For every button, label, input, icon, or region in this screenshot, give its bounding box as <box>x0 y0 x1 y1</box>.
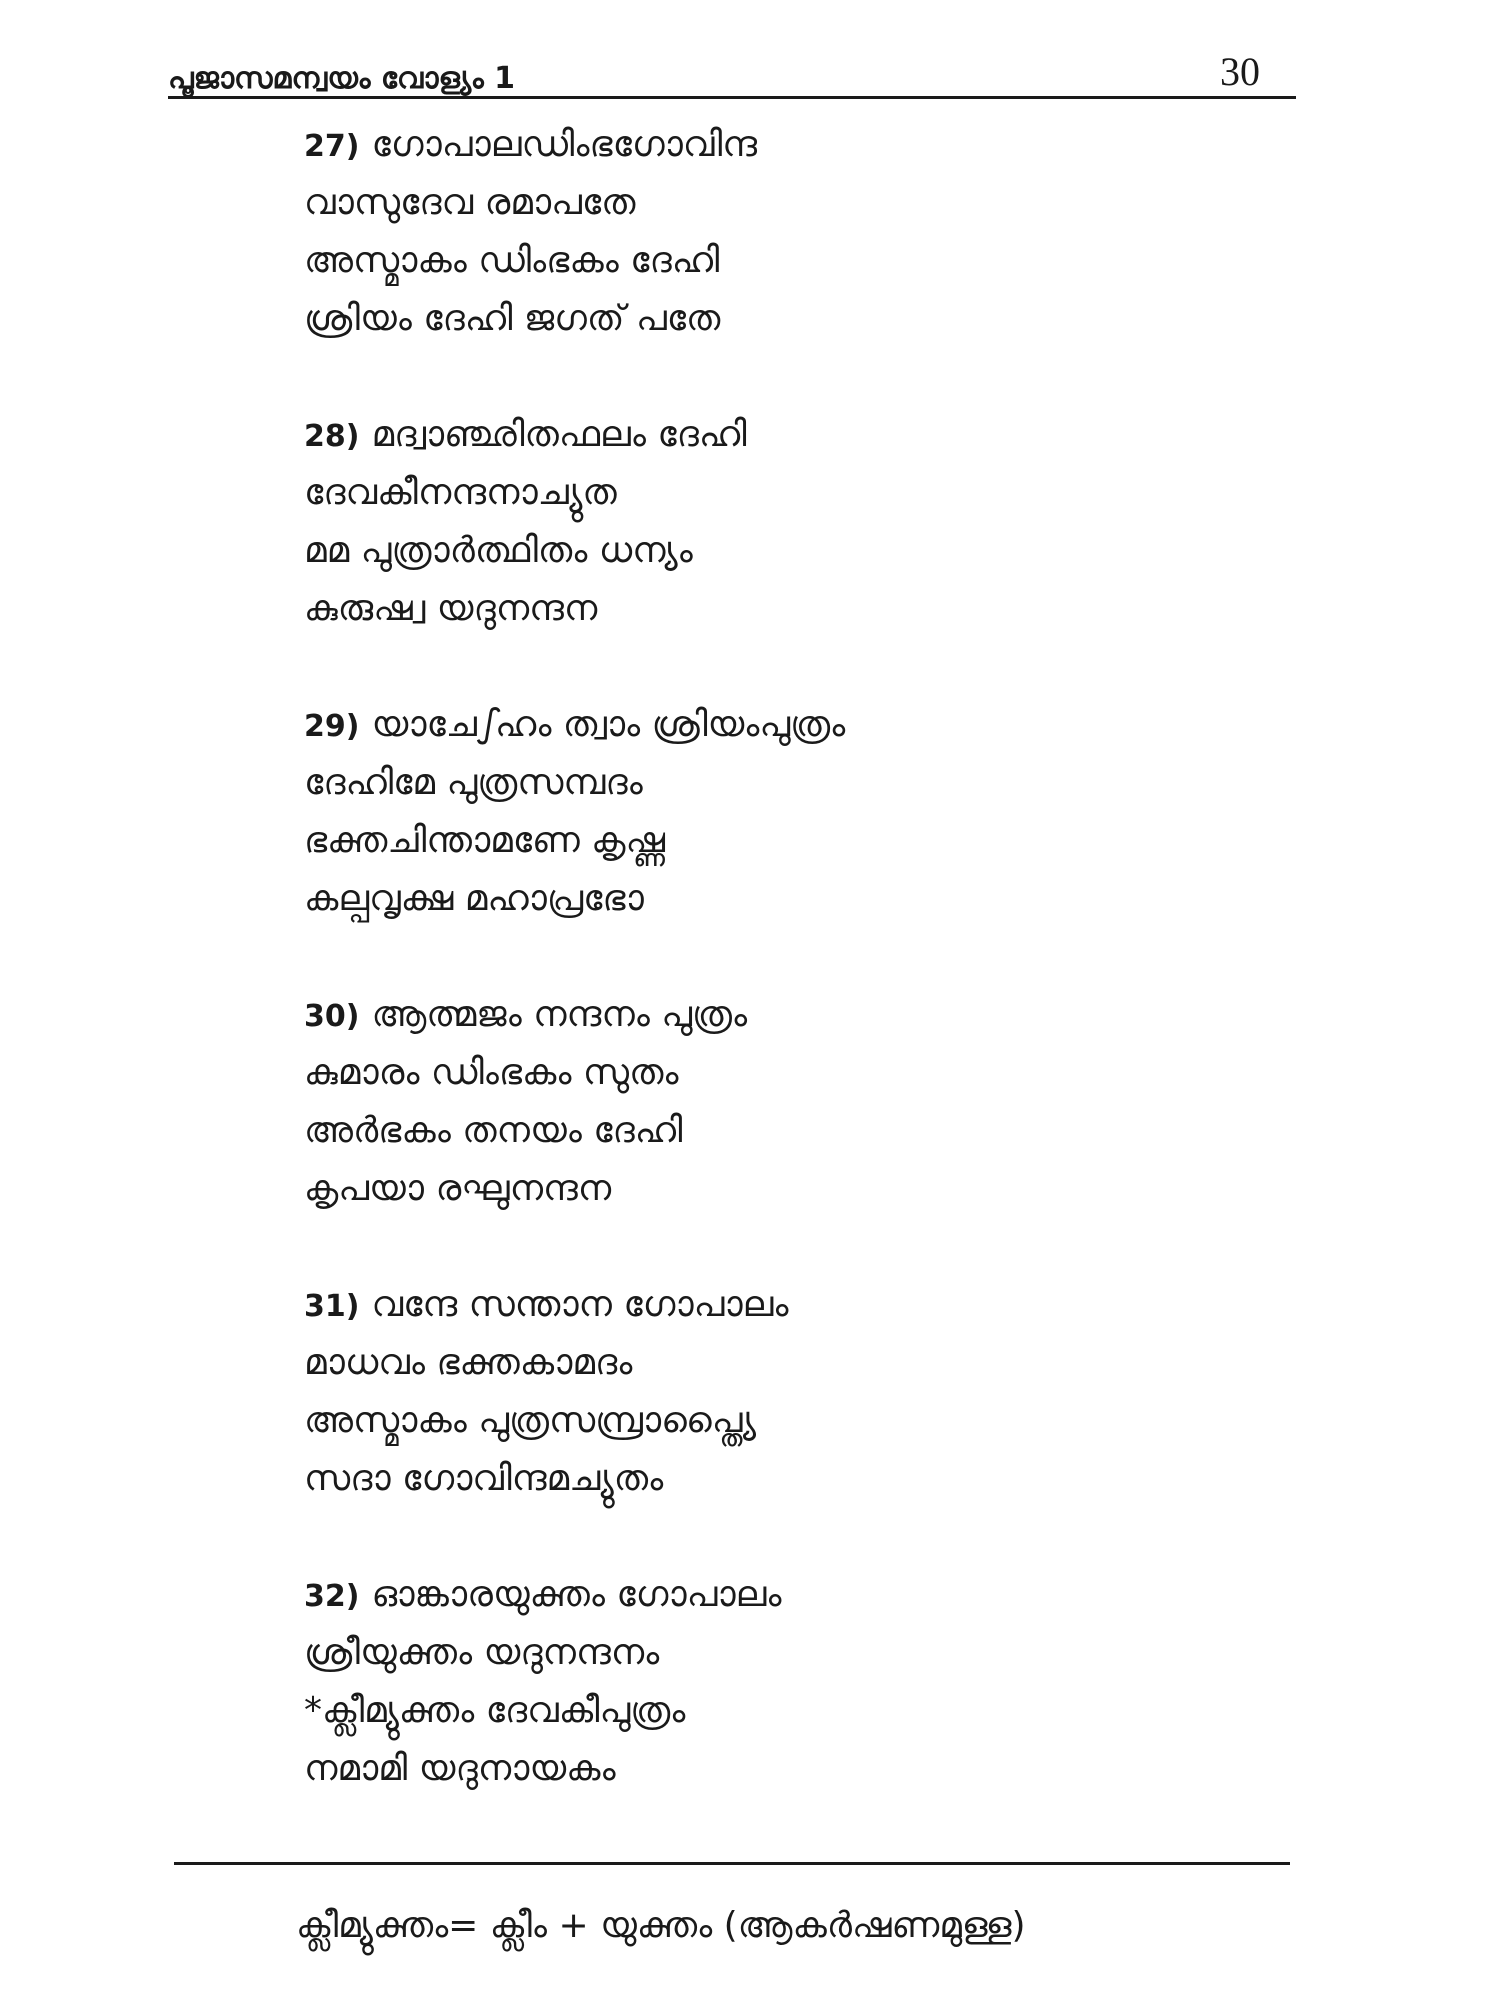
footnote: ക്ലീമ്യുക്തം= ക്ലീം + യുക്തം (ആകർഷണമുള്ള) <box>296 1905 1026 1946</box>
verse-29 <box>304 696 1264 928</box>
verse-number: 31) <box>304 1289 360 1324</box>
header-rule <box>168 96 1296 99</box>
verse-30 <box>304 986 1264 1218</box>
verse-line: വാസുദേവ രമാപതേ <box>304 182 636 223</box>
verse-text: വന്ദേ സന്താന ഗോപാലം <box>371 1284 789 1325</box>
verse-number: 29) <box>304 709 360 744</box>
verse-text: യാചേഽഹം ത്വാം ശ്രിയംപുത്രം <box>371 704 846 745</box>
verse-text: ഗോപാലഡിംഭഗോവിന്ദ <box>371 124 758 165</box>
verse-line: ദേഹിമേ പുത്രസമ്പദം <box>304 762 643 803</box>
page-header <box>168 48 1296 100</box>
verse-number: 28) <box>304 419 360 454</box>
verse-28 <box>304 406 1264 638</box>
verse-line: അസ്മാകം ഡിംഭകം ദേഹി <box>304 240 720 281</box>
verse-line: മാധവം ഭക്തകാമദം <box>304 1342 633 1383</box>
verse-line: നമാമി യദുനായകം <box>304 1748 616 1789</box>
verse-line <box>304 1276 1264 1334</box>
verse-number: 27) <box>304 129 360 164</box>
verse-text: ഓങ്കാരയുക്തം ഗോപാലം <box>371 1574 782 1615</box>
verse-line: അസ്മാകം പുത്രസമ്പ്രാപ്ത്യൈ <box>304 1400 757 1441</box>
verse-line <box>304 986 1264 1044</box>
verse-line: ഭക്തചിന്താമണേ കൃഷ്ണ <box>304 820 665 861</box>
verse-line: *ക്ലീമ്യുക്തം ദേവകീപുത്രം <box>304 1690 686 1731</box>
verse-31 <box>304 1276 1264 1508</box>
verse-line <box>304 406 1264 464</box>
verse-line: കുരുഷ്വ യദുനന്ദന <box>304 588 598 629</box>
verse-line: കുമാരം ഡിംഭകം സുതം <box>304 1052 679 1093</box>
verse-list <box>304 116 1264 1856</box>
verse-line: അർഭകം തനയം ദേഹി <box>304 1110 683 1151</box>
verse-line: സദാ ഗോവിന്ദമച്യുതം <box>304 1458 664 1499</box>
verse-line: മമ പുത്രാർത്ഥിതം ധന്യം <box>304 530 693 571</box>
verse-line: ദേവകീനന്ദനാച്യുത <box>304 472 617 513</box>
verse-text: മദ്വാഞ്ഛിതഫലം ദേഹി <box>371 414 747 455</box>
verse-line: കൃപയാ രഘുനന്ദന <box>304 1168 612 1209</box>
verse-line: ശ്രീയുക്തം യദുനന്ദനം <box>304 1632 660 1673</box>
verse-line: കല്പവൃക്ഷ മഹാപ്രഭോ <box>304 878 644 919</box>
verse-number: 30) <box>304 999 360 1034</box>
running-title: പൂജാസമന്വയം വോള്യം 1 <box>168 61 516 96</box>
verse-27 <box>304 116 1264 348</box>
verse-32 <box>304 1566 1264 1798</box>
verse-line <box>304 1566 1264 1624</box>
footnote-rule <box>174 1862 1290 1865</box>
verse-text: ആത്മജം നന്ദനം പുത്രം <box>371 994 748 1035</box>
verse-number: 32) <box>304 1579 360 1614</box>
verse-line: ശ്രിയം ദേഹി ജഗത് പതേ <box>304 298 721 339</box>
page-number: 30 <box>1220 49 1260 94</box>
verse-line <box>304 696 1264 754</box>
verse-line <box>304 116 1264 174</box>
